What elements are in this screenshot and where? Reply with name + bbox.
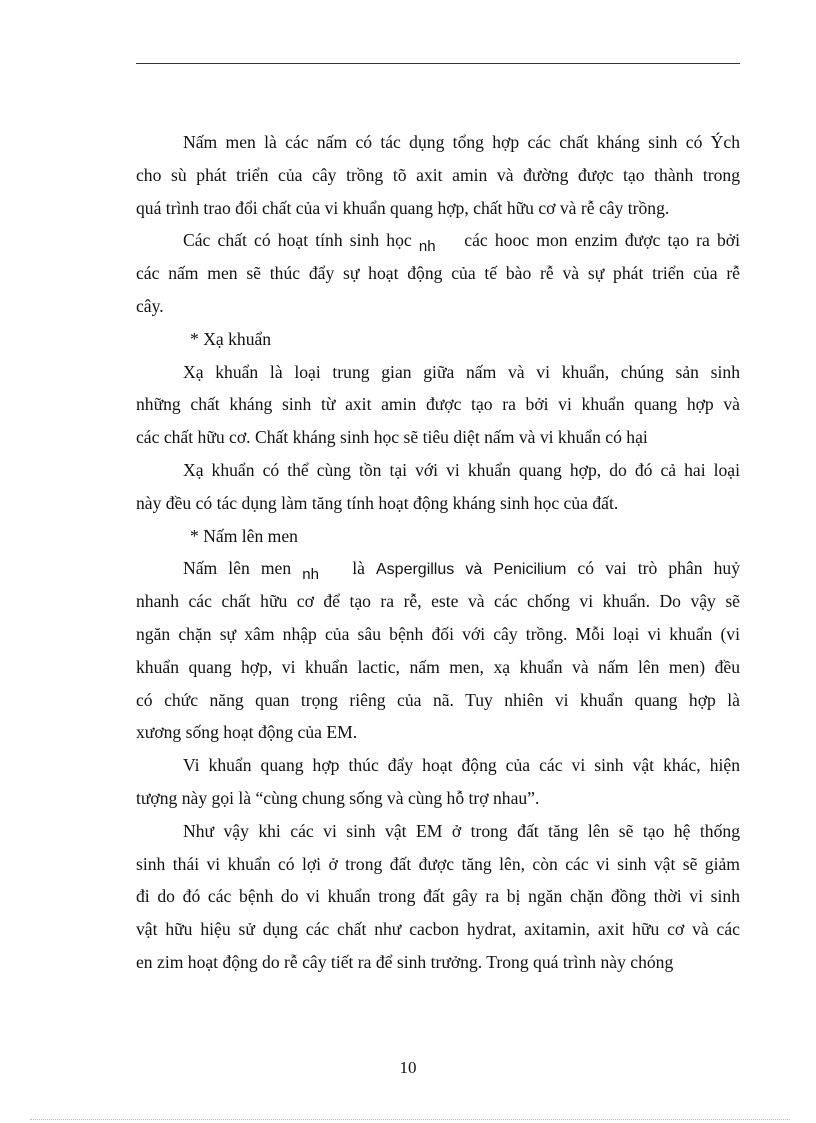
text-line: sinh thái vi khuẩn có lợi ở trong đất được tăng lên, còn các vi sinh vật sẽ giảm	[136, 853, 740, 874]
text-line: vật hữu hiệu sử dụng các chất như cacbon hydrat, axitamin, axit hữu cơ và các	[136, 919, 740, 940]
text-line	[136, 552, 740, 585]
page-number: 10	[399, 1058, 417, 1077]
text-segment: Các chất có hoạt tính sinh học	[183, 230, 419, 251]
text-segment: Nấm lên men	[183, 558, 303, 579]
header-rule	[136, 63, 740, 64]
section-heading: * Xạ khuẩn	[190, 328, 272, 349]
subscript-text: nh	[302, 566, 319, 584]
text-line: cho sù phát triển của cây trồng tõ axit amin và đường được tạo thành trong	[136, 164, 740, 185]
text-line: Nấm men là các nấm có tác dụng tổng hợp các chất kháng sinh có Ých	[183, 132, 740, 152]
text-line: ngăn chặn sự xâm nhập của sâu bệnh đối với cây trồng. Mỗi loại vi khuẩn (vi	[136, 623, 740, 644]
text-line: các chất hữu cơ. Chất kháng sinh học sẽ tiêu diệt nấm và vi khuẩn có hại	[136, 427, 648, 448]
text-segment: các hooc mon enzim được tạo ra bởi	[464, 230, 740, 251]
page-edge-dots	[30, 1119, 790, 1120]
section-heading: * Nấm lên men	[190, 525, 298, 546]
text-line: quá trình trao đổi chất của vi khuẩn quang hợp, chất hữu cơ và rễ cây trồng.	[136, 197, 670, 218]
text-line: những chất kháng sinh từ axit amin được tạo ra bởi vi khuẩn quang hợp và	[136, 394, 740, 415]
body-text	[136, 126, 740, 979]
text-line: đi do đó các bệnh do vi khuẩn trong đất gây ra bị ngăn chặn đồng thời vi sinh	[136, 886, 740, 907]
text-line: khuẩn quang hợp, vi khuẩn lactic, nấm men, xạ khuẩn và nấm lên men) đều	[136, 656, 740, 677]
subscript-text: nh	[418, 238, 436, 256]
text-line	[136, 224, 740, 257]
text-line: tượng này gọi là “cùng chung sống và cùng hỗ trợ nhau”.	[136, 787, 540, 808]
text-line: xương sống hoạt động của EM.	[136, 722, 358, 743]
text-line: Vi khuẩn quang hợp thúc đẩy hoạt động của các vi sinh vật khác, hiện	[183, 755, 740, 776]
text-line: cây.	[136, 295, 164, 316]
text-line: en zim hoạt động do rễ cây tiết ra để sinh trưởng. Trong quá trình này chóng	[136, 951, 674, 972]
text-segment: có vai trò phân huỷ	[566, 558, 741, 579]
text-segment: là	[352, 558, 376, 579]
text-line: nhanh các chất hữu cơ để tạo ra rễ, este và các chống vi khuẩn. Do vậy sẽ	[136, 591, 740, 612]
text-line: Như vậy khi các vi sinh vật EM ở trong đất tăng lên sẽ tạo hệ thống	[183, 820, 740, 841]
text-line: Xạ khuẩn là loại trung gian giữa nấm và vi khuẩn, chúng sản sinh	[183, 361, 740, 382]
genus-names: Aspergillus và Penicilium	[376, 561, 567, 579]
text-line: các nấm men sẽ thúc đẩy sự hoạt động của tế bào rễ và sự phát triển của rễ	[136, 263, 740, 284]
text-line: này đều có tác dụng làm tăng tính hoạt động kháng sinh học của đất.	[136, 492, 619, 513]
text-line: Xạ khuẩn có thể cùng tồn tại với vi khuẩn quang hợp, do đó cả hai loại	[183, 459, 740, 480]
text-line: có chức năng quan trọng riêng của nã. Tuy nhiên vi khuẩn quang hợp là	[136, 689, 740, 710]
